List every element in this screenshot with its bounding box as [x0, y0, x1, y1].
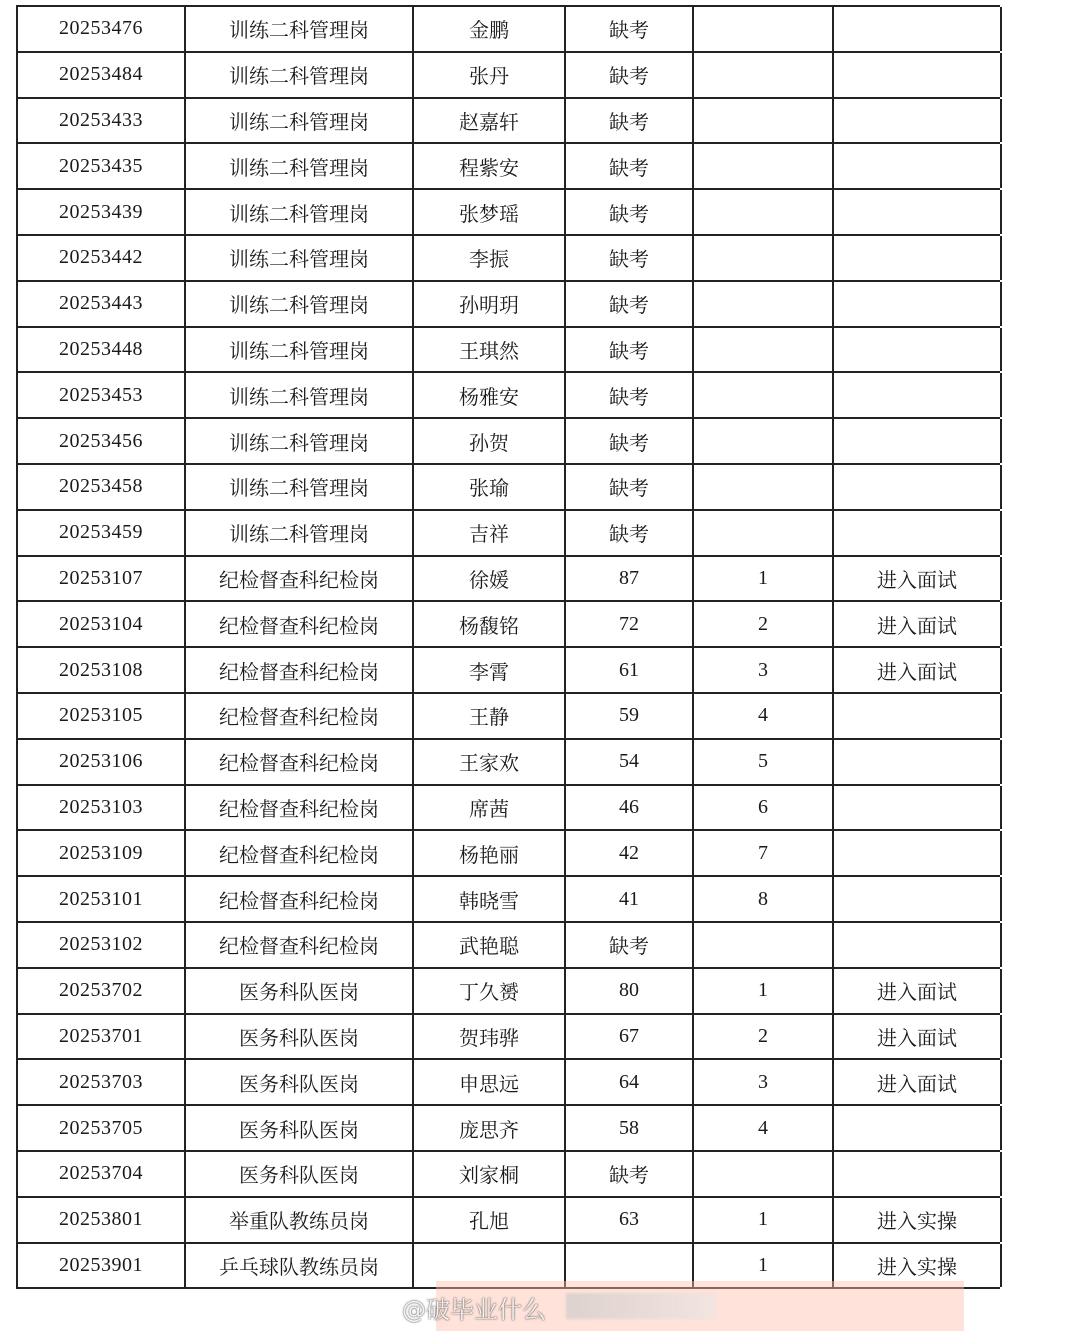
name-cell: 杨艳丽 [414, 831, 566, 875]
exam-id-cell: 20253476 [18, 7, 186, 51]
rank-cell: 1 [694, 969, 834, 1013]
rank-cell [694, 7, 834, 51]
post-cell: 医务科队医岗 [186, 1106, 414, 1150]
name-cell: 孙贺 [414, 419, 566, 463]
post-cell: 纪检督查科纪检岗 [186, 694, 414, 738]
exam-id-cell: 20253702 [18, 969, 186, 1013]
exam-id-cell: 20253701 [18, 1015, 186, 1059]
post-cell: 训练二科管理岗 [186, 373, 414, 417]
post-cell: 乒乓球队教练员岗 [186, 1244, 414, 1288]
score-cell: 缺考 [566, 144, 694, 188]
post-cell: 纪检督查科纪检岗 [186, 740, 414, 784]
post-cell: 纪检督查科纪检岗 [186, 786, 414, 830]
name-cell: 王家欢 [414, 740, 566, 784]
name-cell: 徐媛 [414, 557, 566, 601]
name-cell: 张梦瑶 [414, 190, 566, 234]
score-cell: 46 [566, 786, 694, 830]
table-row [16, 236, 1000, 282]
table-row [16, 969, 1000, 1015]
exam-id-cell: 20253104 [18, 602, 186, 646]
table-row [16, 1060, 1000, 1106]
exam-id-cell: 20253443 [18, 282, 186, 326]
name-cell: 杨馥铭 [414, 602, 566, 646]
table-row [16, 740, 1000, 786]
name-cell: 程紫安 [414, 144, 566, 188]
table-row [16, 1152, 1000, 1198]
rank-cell: 1 [694, 1244, 834, 1288]
post-cell: 医务科队医岗 [186, 969, 414, 1013]
name-cell: 李霄 [414, 648, 566, 692]
score-cell: 缺考 [566, 923, 694, 967]
score-table [16, 5, 1000, 1289]
rank-cell [694, 144, 834, 188]
rank-cell [694, 190, 834, 234]
score-cell: 缺考 [566, 328, 694, 372]
exam-id-cell: 20253439 [18, 190, 186, 234]
result-cell: 进入面试 [834, 969, 1002, 1013]
post-cell: 训练二科管理岗 [186, 328, 414, 372]
result-cell [834, 923, 1002, 967]
result-cell [834, 511, 1002, 555]
table-row [16, 7, 1000, 53]
rank-cell: 1 [694, 557, 834, 601]
rank-cell: 3 [694, 648, 834, 692]
table-row [16, 877, 1000, 923]
rank-cell: 5 [694, 740, 834, 784]
post-cell: 训练二科管理岗 [186, 7, 414, 51]
result-cell [834, 328, 1002, 372]
exam-id-cell: 20253448 [18, 328, 186, 372]
score-cell: 缺考 [566, 99, 694, 143]
exam-id-cell: 20253484 [18, 53, 186, 97]
score-cell: 缺考 [566, 419, 694, 463]
exam-id-cell: 20253901 [18, 1244, 186, 1288]
table-row [16, 1106, 1000, 1152]
result-cell [834, 144, 1002, 188]
watermark-redaction [566, 1293, 716, 1319]
post-cell: 纪检督查科纪检岗 [186, 602, 414, 646]
rank-cell: 4 [694, 1106, 834, 1150]
name-cell: 孙明玥 [414, 282, 566, 326]
score-cell: 64 [566, 1060, 694, 1104]
table-row [16, 694, 1000, 740]
score-cell: 42 [566, 831, 694, 875]
score-cell: 缺考 [566, 236, 694, 280]
score-cell: 61 [566, 648, 694, 692]
table-row [16, 373, 1000, 419]
table-row [16, 831, 1000, 877]
table-row [16, 557, 1000, 603]
rank-cell: 2 [694, 1015, 834, 1059]
table-row [16, 1015, 1000, 1061]
score-cell: 63 [566, 1198, 694, 1242]
rank-cell [694, 511, 834, 555]
score-cell: 58 [566, 1106, 694, 1150]
exam-id-cell: 20253705 [18, 1106, 186, 1150]
result-cell [834, 465, 1002, 509]
rank-cell: 6 [694, 786, 834, 830]
name-cell: 吉祥 [414, 511, 566, 555]
rank-cell: 3 [694, 1060, 834, 1104]
post-cell: 训练二科管理岗 [186, 236, 414, 280]
post-cell: 纪检督查科纪检岗 [186, 877, 414, 921]
exam-id-cell: 20253442 [18, 236, 186, 280]
exam-id-cell: 20253103 [18, 786, 186, 830]
table-row [16, 602, 1000, 648]
exam-id-cell: 20253453 [18, 373, 186, 417]
table-row [16, 648, 1000, 694]
name-cell: 李振 [414, 236, 566, 280]
exam-id-cell: 20253433 [18, 99, 186, 143]
exam-id-cell: 20253703 [18, 1060, 186, 1104]
name-cell: 武艳聪 [414, 923, 566, 967]
post-cell: 训练二科管理岗 [186, 465, 414, 509]
score-cell: 缺考 [566, 1152, 694, 1196]
result-cell [834, 7, 1002, 51]
result-cell [834, 419, 1002, 463]
rank-cell [694, 419, 834, 463]
rank-cell [694, 282, 834, 326]
exam-id-cell: 20253105 [18, 694, 186, 738]
result-cell: 进入面试 [834, 602, 1002, 646]
result-cell [834, 236, 1002, 280]
table-row [16, 1244, 1000, 1290]
name-cell: 张丹 [414, 53, 566, 97]
name-cell: 张瑜 [414, 465, 566, 509]
rank-cell [694, 1152, 834, 1196]
result-cell [834, 1106, 1002, 1150]
score-cell: 59 [566, 694, 694, 738]
rank-cell [694, 465, 834, 509]
exam-id-cell: 20253704 [18, 1152, 186, 1196]
score-cell: 缺考 [566, 465, 694, 509]
post-cell: 医务科队医岗 [186, 1152, 414, 1196]
result-cell [834, 694, 1002, 738]
name-cell: 刘家桐 [414, 1152, 566, 1196]
post-cell: 训练二科管理岗 [186, 144, 414, 188]
table-row [16, 786, 1000, 832]
table-row [16, 511, 1000, 557]
score-cell: 缺考 [566, 511, 694, 555]
name-cell: 孔旭 [414, 1198, 566, 1242]
exam-id-cell: 20253101 [18, 877, 186, 921]
result-cell [834, 53, 1002, 97]
score-cell: 缺考 [566, 190, 694, 234]
score-cell: 67 [566, 1015, 694, 1059]
post-cell: 纪检督查科纪检岗 [186, 831, 414, 875]
post-cell: 纪检督查科纪检岗 [186, 923, 414, 967]
score-cell [566, 1244, 694, 1288]
watermark [366, 1290, 546, 1324]
name-cell: 王琪然 [414, 328, 566, 372]
name-cell: 金鹏 [414, 7, 566, 51]
result-cell: 进入面试 [834, 1015, 1002, 1059]
result-cell [834, 99, 1002, 143]
exam-id-cell: 20253458 [18, 465, 186, 509]
rank-cell [694, 53, 834, 97]
result-cell [834, 831, 1002, 875]
watermark-text: @破毕业什么 [402, 1295, 546, 1324]
post-cell: 训练二科管理岗 [186, 282, 414, 326]
table-row [16, 99, 1000, 145]
post-cell: 训练二科管理岗 [186, 53, 414, 97]
post-cell: 训练二科管理岗 [186, 190, 414, 234]
rank-cell: 7 [694, 831, 834, 875]
table-row [16, 282, 1000, 328]
table-row [16, 53, 1000, 99]
post-cell: 训练二科管理岗 [186, 99, 414, 143]
table-row [16, 465, 1000, 511]
name-cell: 贺玮骅 [414, 1015, 566, 1059]
result-cell [834, 373, 1002, 417]
name-cell: 韩晓雪 [414, 877, 566, 921]
post-cell: 医务科队医岗 [186, 1060, 414, 1104]
result-cell [834, 1152, 1002, 1196]
rank-cell [694, 373, 834, 417]
name-cell: 杨雅安 [414, 373, 566, 417]
exam-id-cell: 20253106 [18, 740, 186, 784]
table-row [16, 144, 1000, 190]
result-cell [834, 877, 1002, 921]
score-cell: 87 [566, 557, 694, 601]
result-cell: 进入面试 [834, 648, 1002, 692]
table-row [16, 328, 1000, 374]
score-cell: 缺考 [566, 7, 694, 51]
result-cell: 进入面试 [834, 557, 1002, 601]
name-cell [414, 1244, 566, 1288]
rank-cell: 4 [694, 694, 834, 738]
exam-id-cell: 20253102 [18, 923, 186, 967]
post-cell: 医务科队医岗 [186, 1015, 414, 1059]
score-cell: 54 [566, 740, 694, 784]
score-cell: 72 [566, 602, 694, 646]
rank-cell [694, 923, 834, 967]
result-cell [834, 786, 1002, 830]
score-cell: 缺考 [566, 282, 694, 326]
result-cell: 进入实操 [834, 1198, 1002, 1242]
result-cell [834, 282, 1002, 326]
exam-id-cell: 20253435 [18, 144, 186, 188]
score-cell: 41 [566, 877, 694, 921]
exam-id-cell: 20253107 [18, 557, 186, 601]
name-cell: 丁久赟 [414, 969, 566, 1013]
name-cell: 申思远 [414, 1060, 566, 1104]
exam-id-cell: 20253108 [18, 648, 186, 692]
table-row [16, 190, 1000, 236]
result-cell [834, 190, 1002, 234]
exam-id-cell: 20253801 [18, 1198, 186, 1242]
post-cell: 举重队教练员岗 [186, 1198, 414, 1242]
rank-cell [694, 236, 834, 280]
rank-cell: 8 [694, 877, 834, 921]
rank-cell: 1 [694, 1198, 834, 1242]
table-row [16, 1198, 1000, 1244]
score-cell: 缺考 [566, 373, 694, 417]
exam-id-cell: 20253109 [18, 831, 186, 875]
name-cell: 赵嘉轩 [414, 99, 566, 143]
result-cell [834, 740, 1002, 784]
post-cell: 纪检督查科纪检岗 [186, 557, 414, 601]
rank-cell [694, 328, 834, 372]
post-cell: 纪检督查科纪检岗 [186, 648, 414, 692]
weibo-icon [366, 1294, 396, 1320]
result-cell: 进入面试 [834, 1060, 1002, 1104]
result-cell: 进入实操 [834, 1244, 1002, 1288]
name-cell: 王静 [414, 694, 566, 738]
name-cell: 庞思齐 [414, 1106, 566, 1150]
score-cell: 缺考 [566, 53, 694, 97]
table-row [16, 923, 1000, 969]
rank-cell [694, 99, 834, 143]
table-row [16, 419, 1000, 465]
rank-cell: 2 [694, 602, 834, 646]
score-cell: 80 [566, 969, 694, 1013]
name-cell: 席茜 [414, 786, 566, 830]
post-cell: 训练二科管理岗 [186, 419, 414, 463]
exam-id-cell: 20253459 [18, 511, 186, 555]
exam-id-cell: 20253456 [18, 419, 186, 463]
post-cell: 训练二科管理岗 [186, 511, 414, 555]
